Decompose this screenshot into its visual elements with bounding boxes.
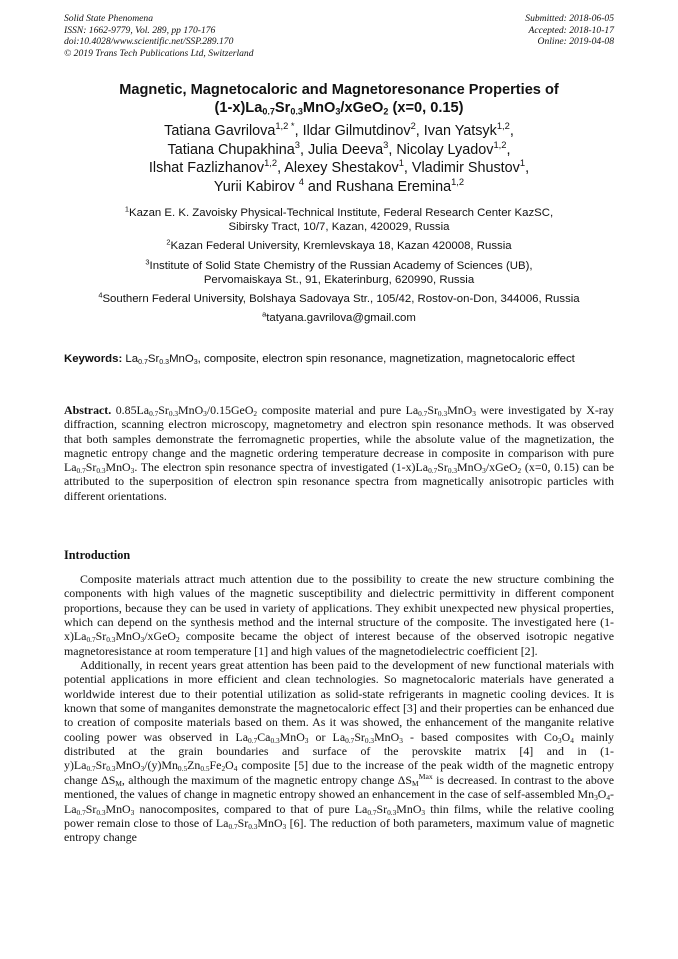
affiliation-1: $^1$Kazan E. K. Zavoisky Physical-Technical Institute, Federal Research Center KazSC, Sibirsky Tract, 10/7, Kazan, 420029, Russia [124,204,554,234]
abstract-label: Abstract. [64,403,112,417]
author-name: Nicolay Lyadov [396,141,494,158]
author-line-1: Tatiana Gavrilova$^{1,2 *}$, Ildar Gilmutdinov$^2$, Ivan Yatsyk$^{1,2}$, [164,121,514,139]
online-date: Online: 2019-04-08 [537,36,614,48]
author-name: Ivan Yatsyk [423,123,497,139]
author-name: Alexey Shestakov [284,160,399,177]
author-line-4: Yurii Kabirov $^4$ and Rushana Eremina$^{1,2}$ [213,176,465,195]
affiliations [64,206,614,325]
corresponding-email[interactable]: $^a$tatyana.gavrilova@gmail.com [262,309,416,325]
affiliation-2: $^2$Kazan Federal University, Kremlevskaya 18, Kazan 420008, Russia [166,237,512,253]
intro-paragraph-1: Composite materials attract much attention due to the possibility to create the new structure combining the components with high values of the magnetic susceptibility and dielectric permittivity in different component proportions, because they can be used in variety of applications. They exhibit unexpected new physical properties, which can depend on the synthesis method and the internal structure of the composite. The investigated here $(1-x)La_{0.7}Sr_{0.3}MnO_3/xGeO_2$ composite became the object of interest because of the observed isotropic negative magnetoresistance at room temperature [1] and high values of the magnetodielectric coefficient [2]. [64,572,614,658]
introduction-body [64,572,614,845]
abstract: Abstract. $0.85La_{0.7}Sr_{0.3}MnO_3/0.15GeO_2$ composite material and pure $La_{0.7}Sr_{0.3}MnO_3$ were investigated by X-ray diffraction, scanning electron microscopy, magnetometry and electron spin resonance methods. It was observed that both samples demonstrate the ferromagnetic properties, while the absolute value of the magnetization, the magnetic entropy change and the magnetic ordering temperature decrease in composite in comparison with pure $La_{0.7}Sr_{0.3}MnO_3$. The electron spin resonance spectra of investigated $(1-x)La_{0.7}Sr_{0.3}MnO_3/xGeO_2$ (x=0, 0.15) can be attributed to the superposition of electron spin resonance spectra from magnetically anisotropic particles with different orientations. [64,403,614,503]
introduction-heading: Introduction [64,548,131,562]
author-name: Vladimir Shustov [411,160,520,177]
intro-paragraph-2: Additionally, in recent years great attention has been paid to the development of new functional materials with potential applications in more efficient and clean technologies. So magnetocaloric materials have generated a worldwide interest due to their potential utilization as solid-state refrigerants in magnetic cooling devices. It is known that some of manganites demonstrate the magnetocaloric effect [3] and their properties can be enhanced due to creation of composite materials based on them. As it was showed, the enhancement of the manganite relative cooling power was observed in $La_{0.7}Ca_{0.3}MnO_3$ or $La_{0.7}Sr_{0.3}MnO_3$ - based composites with $Co_3O_4$ mainly distributed at the grain boundaries and surface of the perovskite matrix [4] and in $(1-y)La_{0.7}Sr_{0.3}MnO_3/(y)Mn_{0.5}Zn_{0.5}Fe_2O_4$ composite [5] due to the increase of the peak width of the magnetic entropy change $\Delta S_M$, although the maximum of the magnetic entropy change $\Delta S_M^{Max}$ is decreased. In contrast to the above mentioned, the values of change in magnetic entropy showed an enhancement in the case of self-assembled $Mn_3O_4-La_{0.7}Sr_{0.3}MnO_3$ nanocomposites, compared to that of pure $La_{0.7}Sr_{0.3}MnO_3$ thin films, while the relative cooling power remain close to those of $La_{0.7}Sr_{0.3}MnO_3$ [6]. The reduction of both parameters, maximum value of magnetic entropy change [64,658,614,845]
issn-line: ISSN: 1662-9779, Vol. 289, pp 170-176 [64,24,216,36]
copyright-line: © 2019 Trans Tech Publications Ltd, Switzerland [64,47,254,59]
author-name: Ilshat Fazlizhanov [148,160,265,177]
author-name: Ildar Gilmutdinov [302,123,411,139]
journal-name: Solid State Phenomena [64,13,153,24]
title-line-2: $(1-x)La_{0.7}Sr_{0.3}MnO_3/xGeO_2$ (x=0, 0.15) [214,100,464,117]
author-name: Julia Deeva [307,141,384,158]
author-line-2: Tatiana Chupakhina$^3$, Julia Deeva$^3$, Nicolay Lyadov$^{1,2}$, [167,139,511,158]
submitted-date: Submitted: 2018-06-05 [525,13,614,24]
paper-title [64,81,614,117]
affiliation-4: $^4$Southern Federal University, Bolshaya Sadovaya Str., 105/42, Rostov-on-Don, 344006, Russia [98,290,580,306]
keywords: Keywords: $La_{0.7}Sr_{0.3}MnO_3$, composite, electron spin resonance, magnetization, magnetocaloric effect [64,353,575,366]
affiliation-3: $^3$Institute of Solid State Chemistry of the Russian Academy of Sciences (UB), Pervomaiskaya St., 91, Ekaterinburg, 620990, Russia [145,257,533,286]
title-line-1: Magnetic, Magnetocaloric and Magnetoresonance Properties of [119,82,559,98]
dates-header [525,13,614,48]
author-name: Tatiana Chupakhina [167,141,295,158]
journal-header [64,13,254,59]
author-line-3: Ilshat Fazlizhanov$^{1,2}$, Alexey Shestakov$^1$, Vladimir Shustov$^1$, [148,158,530,177]
accepted-date: Accepted: 2018-10-17 [528,24,614,36]
doi-line: doi:10.4028/www.scientific.net/SSP.289.170 [64,36,234,48]
author-name: Rushana Eremina [335,178,452,195]
author-name: Tatiana Gavrilova [164,123,276,139]
author-list [64,122,614,196]
author-name: Yurii Kabirov [213,178,299,195]
keywords-label: Keywords: [64,353,123,365]
